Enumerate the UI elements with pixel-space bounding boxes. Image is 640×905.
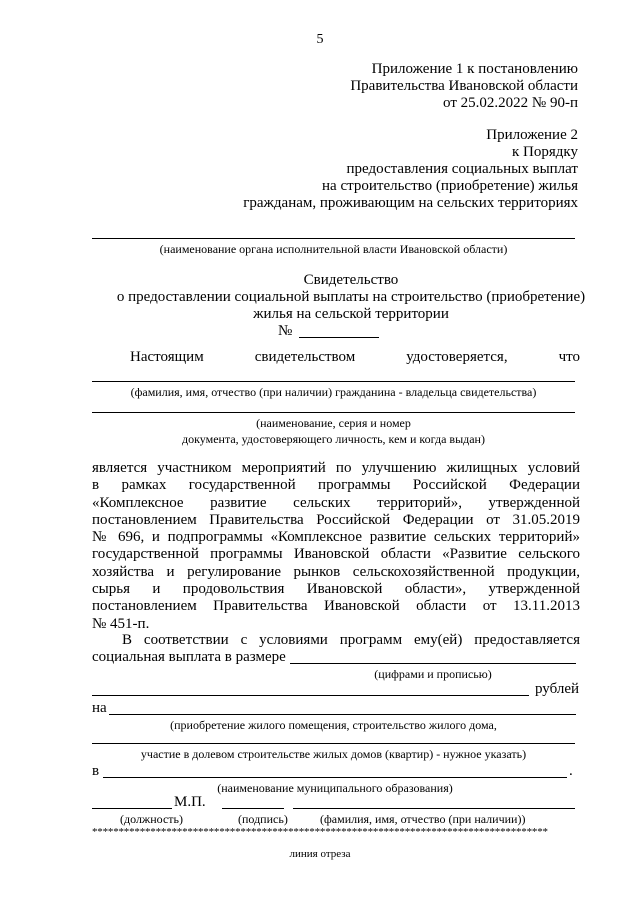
paragraph-line: постановлением Правительства Ивановской области от 13.11.2013	[92, 598, 580, 615]
annex-header-line: Правительства Ивановской области	[350, 78, 578, 94]
rubles-blank-line	[92, 695, 529, 696]
certificate-number-label: №	[278, 323, 293, 339]
annex2-header-line: предоставления социальных выплат	[346, 161, 578, 177]
on-label: на	[92, 700, 107, 716]
paragraph-line: является участником мероприятий по улучшению жилищных условий	[92, 460, 580, 476]
position-blank-line	[92, 808, 172, 809]
paragraph-line: № 696, и подпрограммы «Комплексное развитие сельских территорий»	[92, 529, 580, 546]
paragraph-line: постановлением Правительства Российской Федерации от 31.05.2019	[92, 511, 580, 528]
certify-word: Настоящим	[130, 349, 204, 365]
cut-line-label: линия отреза	[289, 848, 351, 860]
stamp-label: М.П.	[174, 794, 206, 810]
annex2-header-line: гражданам, проживающим на сельских территориях	[243, 195, 578, 211]
paragraph-line: «Комплексное развитие сельских территорий», утвержденной	[92, 494, 580, 511]
annex-header-line: от 25.02.2022 № 90-п	[443, 95, 578, 111]
period-mark: .	[569, 763, 573, 779]
cut-line-stars: **************************************************************************************	[92, 826, 548, 838]
fullname-caption: (фамилия, имя, отчество (при наличии))	[320, 812, 526, 826]
authority-caption: (наименование органа исполнительной власти Ивановской области)	[159, 242, 508, 256]
annex2-header-line: к Порядку	[512, 144, 578, 160]
authority-blank-line	[92, 238, 575, 239]
certify-word: что	[558, 349, 580, 365]
paragraph-line: хозяйства и регулирование рынков сельскохозяйственной продукции,	[92, 563, 580, 580]
grant-paragraph-line: В соответствии с условиями программ ему(ей) предоставляется	[122, 632, 580, 648]
certify-word: удостоверяется,	[406, 349, 508, 365]
rubles-label: рублей	[535, 681, 580, 697]
municipality-caption: (наименование муниципального образования)	[217, 781, 453, 795]
grant-amount-label: социальная выплата в размере	[92, 649, 286, 665]
purpose-caption-2: участие в долевом строительстве жилых домов (квартир) - нужное указать)	[140, 747, 527, 761]
fullname-blank-line	[293, 808, 575, 809]
annex-header-line: Приложение 1 к постановлению	[371, 61, 578, 77]
document-caption: (наименование, серия и номер	[256, 416, 411, 430]
position-caption: (должность)	[120, 812, 183, 826]
main-paragraph	[92, 460, 580, 633]
purpose-blank-line-2	[92, 743, 575, 744]
annex2-header	[243, 127, 578, 212]
annex2-header-line: на строительство (приобретение) жилья	[322, 178, 578, 194]
certificate-subtitle-2: жилья на сельской территории	[253, 306, 449, 322]
purpose-caption: (приобретение жилого помещения, строительство жилого дома,	[170, 718, 497, 732]
amount-caption: (цифрами и прописью)	[374, 667, 492, 681]
paragraph-line: в рамках государственной программы Российской Федерации	[92, 477, 580, 494]
certificate-title: Свидетельство	[303, 272, 399, 288]
citizen-caption: (фамилия, имя, отчество (при наличии) гражданина - владельца свидетельства)	[130, 385, 537, 399]
page-number: 5	[316, 32, 324, 47]
certificate-subtitle: о предоставлении социальной выплаты на строительство (приобретение)	[116, 289, 586, 305]
annex2-header-line: Приложение 2	[486, 127, 578, 143]
annex-header	[350, 61, 578, 112]
purpose-blank-line	[109, 714, 576, 715]
certify-line	[92, 349, 580, 366]
paragraph-line: государственной программы Ивановской области «Развитие сельского	[92, 546, 580, 563]
amount-blank-line	[290, 663, 576, 664]
municipality-blank-line	[103, 777, 567, 778]
certificate-number-blank	[299, 337, 379, 338]
document-blank-line	[92, 412, 575, 413]
signature-caption: (подпись)	[238, 812, 288, 826]
certify-word: свидетельством	[254, 349, 356, 365]
paragraph-line: сырья и продовольствия Ивановской области», утвержденной	[92, 581, 580, 598]
paragraph-last-line: № 451-п.	[92, 615, 150, 632]
citizen-blank-line	[92, 381, 575, 382]
signature-blank-line	[222, 808, 284, 809]
in-label: в	[92, 763, 100, 779]
document-caption-2: документа, удостоверяющего личность, кем и когда выдан)	[182, 432, 485, 446]
